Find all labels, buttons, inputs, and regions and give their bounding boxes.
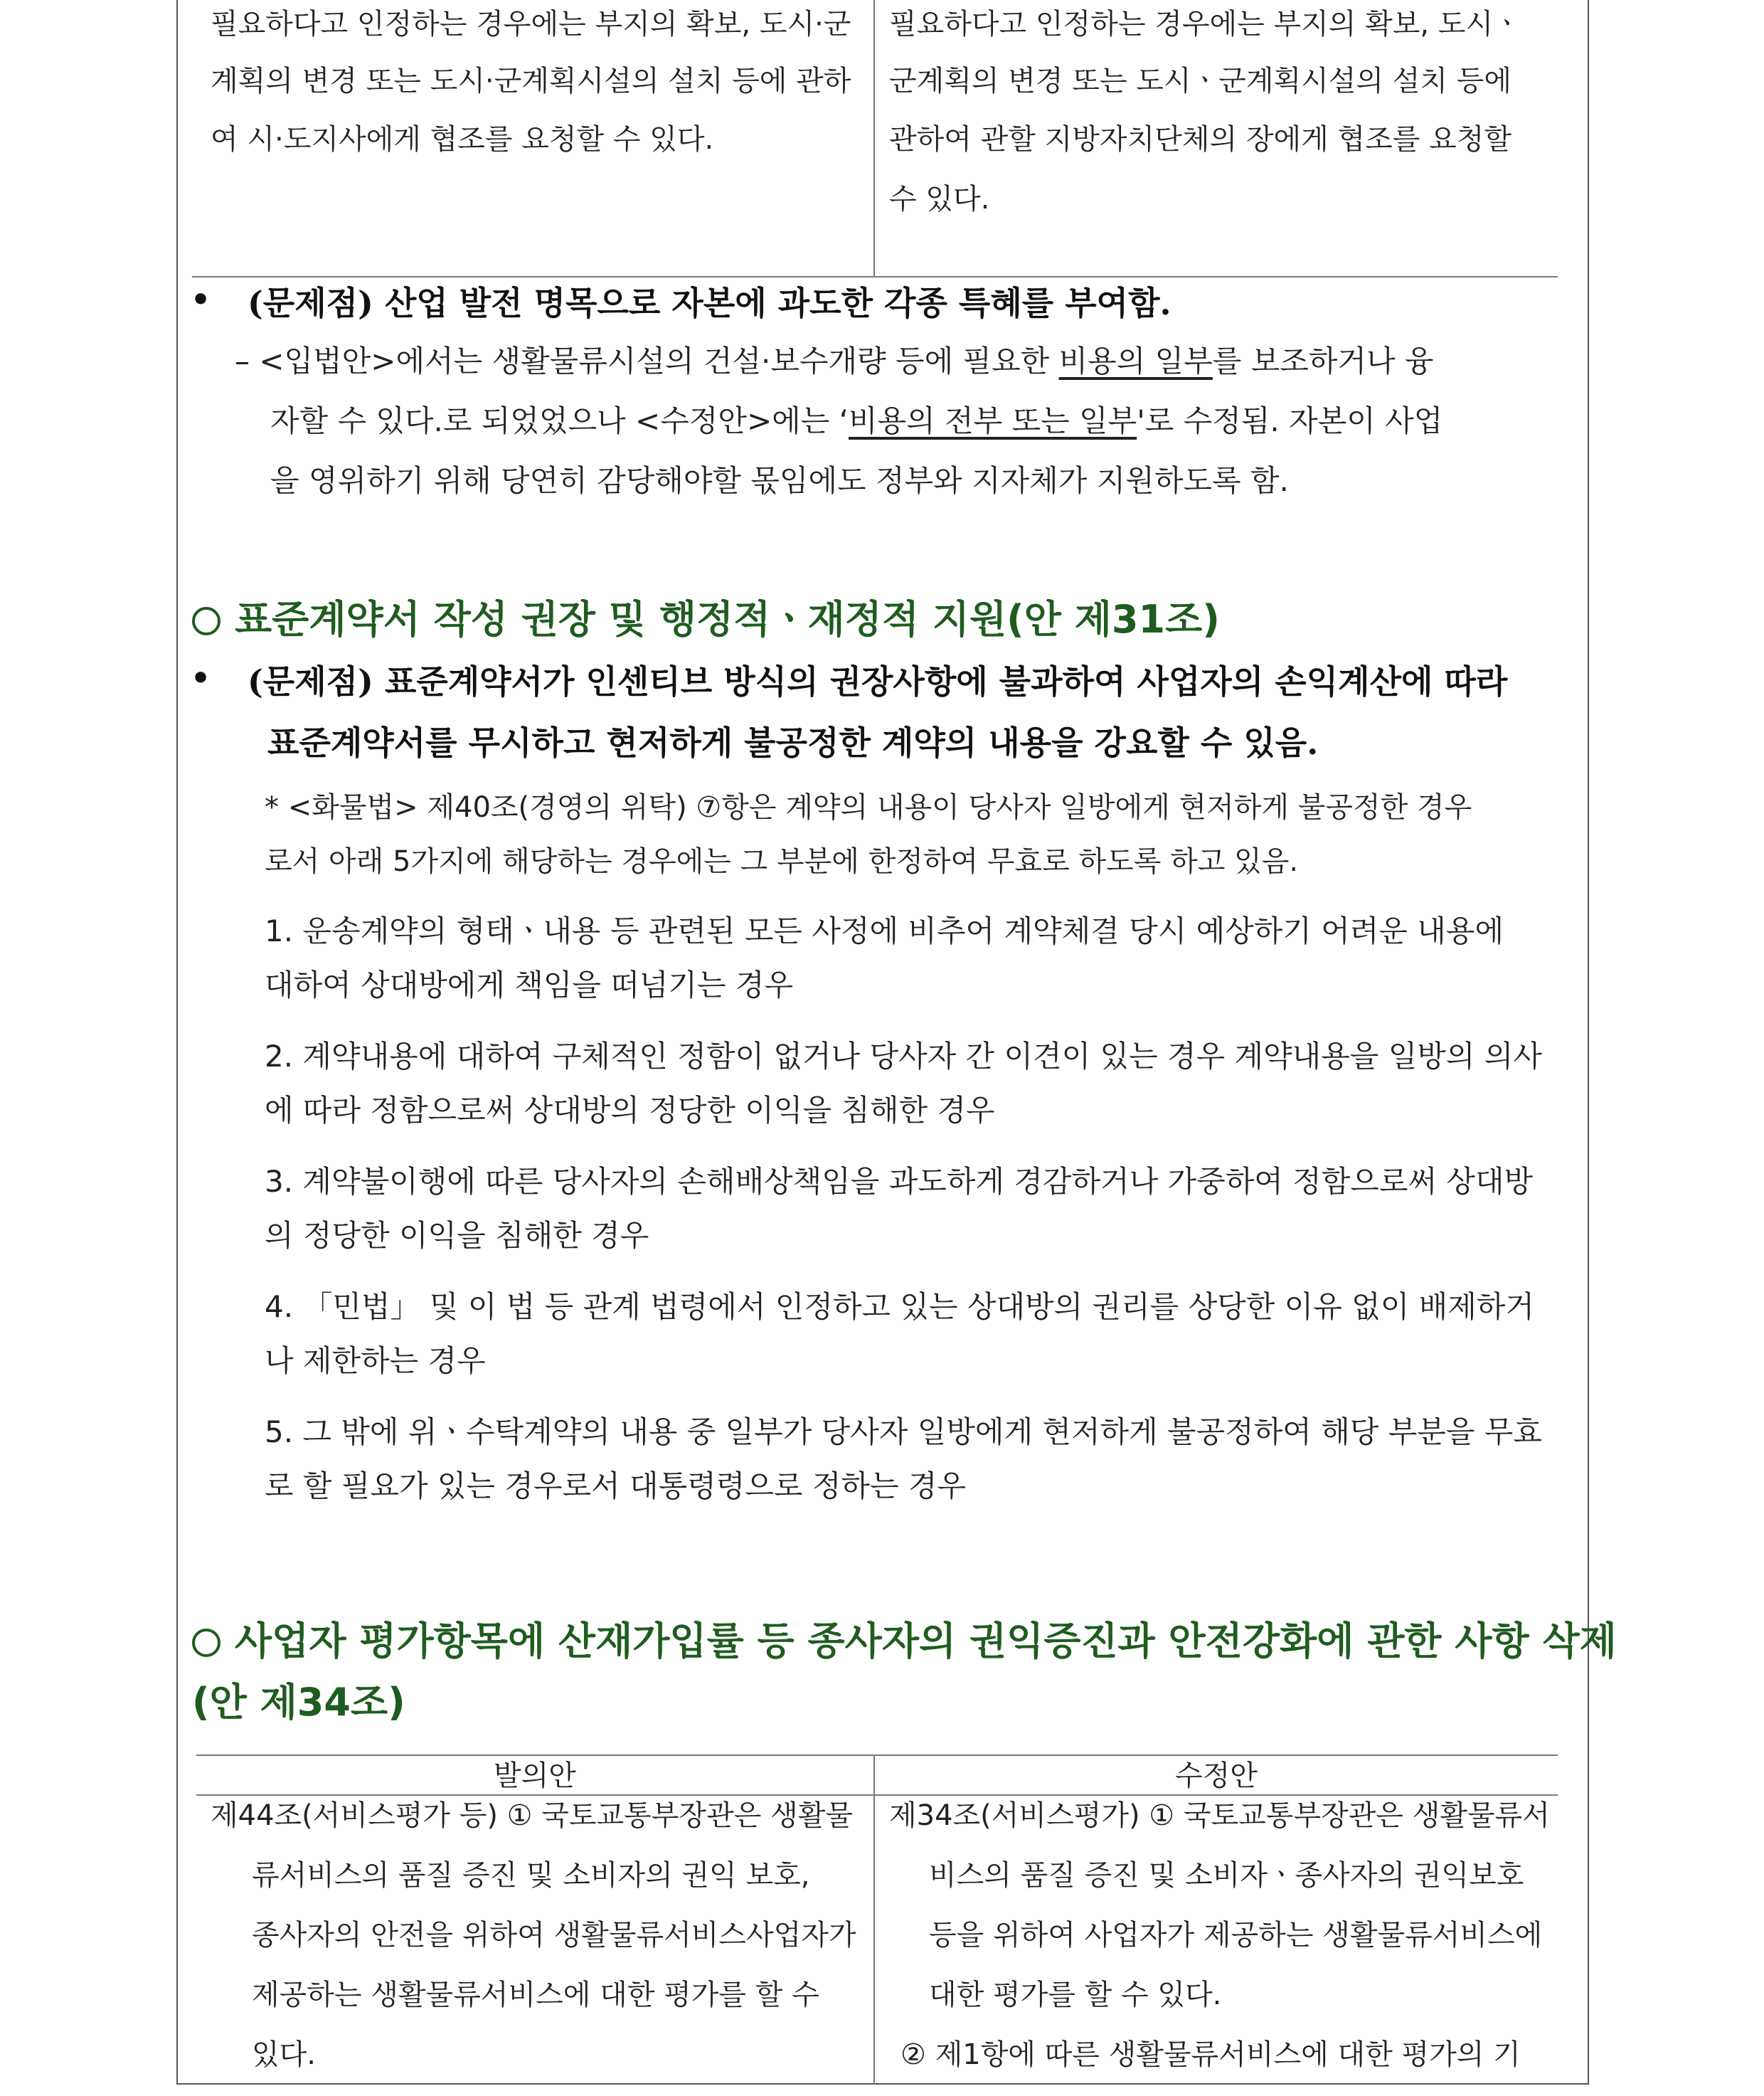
detail-text: – <입법안>에서는 생활물류시설의 건설·보수개량 등에 필요한	[235, 344, 1059, 379]
table-divider	[873, 1754, 875, 2085]
bullet-marker: •	[191, 282, 211, 318]
table-text-line: 계획의 변경 또는 도시·군계획시설의 설치 등에 관하	[211, 65, 851, 97]
table-top-border	[196, 1754, 1558, 1756]
detail-text: 을 영위하기 위해 당연히 감당해야할 몫임에도 정부와 지자체가 지원하도록 함.	[270, 463, 1289, 498]
list-item: 5. 그 밖에 위ㆍ수탁계약의 내용 중 일부가 당사자 일방에게 현저하게 불공정하여 해당 부분을 무효	[265, 1414, 1542, 1449]
table-header-revision: 수정안	[1175, 1759, 1258, 1792]
table-text-line: 필요하다고 인정하는 경우에는 부지의 확보, 도시·군	[211, 8, 851, 41]
detail-text: '로 수정됨. 자본이 사업	[1137, 403, 1443, 438]
section-heading	[192, 589, 1220, 644]
table-text-line: 비스의 품질 증진 및 소비자ㆍ종사자의 권익보호	[929, 1859, 1524, 1892]
note-line: 로서 아래 5가지에 해당하는 경우에는 그 부분에 한정하여 무효로 하도록 하고 있음.	[265, 845, 1299, 878]
table-text-line: 수 있다.	[889, 183, 990, 216]
table-text-line: 여 시·도지사에게 협조를 요청할 수 있다.	[211, 123, 714, 156]
section-heading-continuation: (안 제34조)	[192, 1680, 405, 1725]
table-text-line: 등을 위하여 사업자가 제공하는 생활물류서비스에	[929, 1919, 1543, 1952]
underlined-text: 비용의 전부 또는 일부	[849, 403, 1137, 438]
list-item: 1. 운송계약의 형태ㆍ내용 등 관련된 모든 사정에 비추어 계약체결 당시 예상하기 어려운 내용에	[265, 914, 1504, 948]
section-heading	[192, 1611, 1617, 1666]
table-text-line: 관하여 관할 지방자치단체의 장에게 협조를 요청할	[889, 123, 1512, 156]
table-text-line: 종사자의 안전을 위하여 생활물류서비스사업자가	[252, 1919, 856, 1952]
table-text-line: 있다.	[252, 2038, 316, 2071]
note-line: * <화물법> 제40조(경영의 위탁) ⑦항은 계약의 내용이 당사자 일방에게 현저하게 불공정한 경우	[265, 791, 1472, 824]
list-item: 3. 계약불이행에 따른 당사자의 손해배상책임을 과도하게 경감하거나 가중하여 정함으로써 상대방	[265, 1164, 1534, 1199]
list-item: 2. 계약내용에 대하여 구체적인 정함이 없거나 당사자 간 이견이 있는 경우 계약내용을 일방의 의사	[265, 1039, 1542, 1074]
table-text-line: 대한 평가를 할 수 있다.	[929, 1979, 1222, 2011]
problem-statement: 표준계약서를 무시하고 현저하게 불공정한 계약의 내용을 강요할 수 있음.	[267, 724, 1319, 762]
table-text-line: 제34조(서비스평가) ① 국토교통부장관은 생활물류서	[889, 1799, 1550, 1832]
circle-icon	[192, 607, 220, 635]
problem-statement: (문제점) 산업 발전 명목으로 자본에 과도한 각종 특혜를 부여함.	[248, 284, 1171, 322]
table-header-proposal: 발의안	[494, 1759, 576, 1792]
bullet-marker: •	[191, 660, 211, 697]
list-item: 로 할 필요가 있는 경우로서 대통령령으로 정하는 경우	[265, 1468, 967, 1503]
list-item: 대하여 상대방에게 책임을 떠넘기는 경우	[265, 968, 794, 1002]
table-text-line: 제44조(서비스평가 등) ① 국토교통부장관은 생활물	[211, 1799, 853, 1832]
table-text-line: 필요하다고 인정하는 경우에는 부지의 확보, 도시ㆍ	[889, 8, 1521, 41]
section-heading-text: 사업자 평가항목에 산재가입률 등 종사자의 권익증진과 안전강화에 관한 사항 삭제	[235, 1619, 1617, 1663]
table-text-line: 제공하는 생활물류서비스에 대한 평가를 할 수	[252, 1979, 819, 2011]
detail-line	[270, 391, 1442, 451]
detail-line	[270, 451, 1289, 511]
table-text-line: 군계획의 변경 또는 도시ㆍ군계획시설의 설치 등에	[889, 65, 1512, 97]
underlined-text: 비용의 일부	[1058, 344, 1213, 379]
detail-line	[235, 332, 1434, 391]
circle-icon	[192, 1629, 220, 1657]
list-item: 에 따라 정함으로써 상대방의 정당한 이익을 침해한 경우	[265, 1093, 995, 1128]
section-heading-text: 표준계약서 작성 권장 및 행정적ㆍ재정적 지원(안 제31조)	[235, 597, 1220, 642]
problem-statement: (문제점) 표준계약서가 인센티브 방식의 권장사항에 불과하여 사업자의 손익계산에 따라	[248, 662, 1508, 701]
table-text-line: ② 제1항에 따른 생활물류서비스에 대한 평가의 기	[900, 2038, 1521, 2071]
top-table-divider	[873, 0, 875, 277]
list-item: 의 정당한 이익을 침해한 경우	[265, 1218, 649, 1253]
detail-text: 자할 수 있다.로 되었었으나 <수정안>에는 ‘	[270, 403, 849, 438]
list-item: 4. 「민법」 및 이 법 등 관계 법령에서 인정하고 있는 상대방의 권리를 상당한 이유 없이 배제하거	[265, 1289, 1534, 1324]
detail-text: 를 보조하거나 융	[1212, 344, 1434, 379]
list-item: 나 제한하는 경우	[265, 1343, 486, 1378]
table-text-line: 류서비스의 품질 증진 및 소비자의 권익 보호,	[252, 1859, 810, 1892]
